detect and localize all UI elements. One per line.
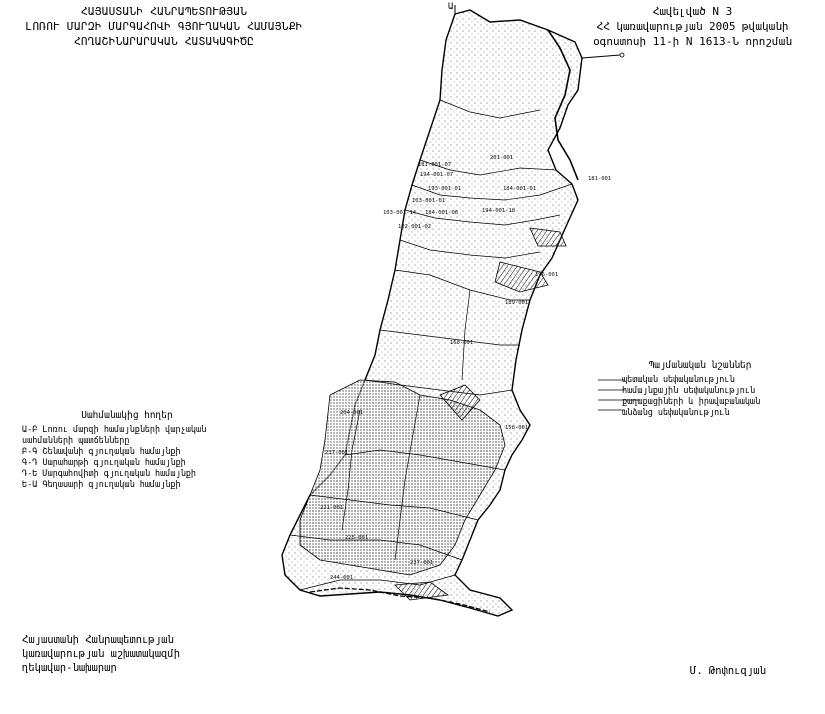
legend-item: անձանց սեփականություն [622,408,730,418]
title-line-1: ՀԱՅԱՍՏԱՆԻ ՀԱՆՐԱՊԵՏՈՒԹՅԱՆ [80,5,248,18]
state-property-symbol [600,375,622,386]
legend-item: պետական սեփականություն [622,375,735,385]
legal-entity-symbol [600,408,622,419]
annex-line-1: Հավելված N 3 [652,5,733,18]
parcel-label: 168-001 [450,340,474,346]
signature-line: ղեկավար-նախարար [22,662,117,674]
government-signature-block [22,633,282,675]
signature-line: կառավարության աշխատակազմի [22,648,181,660]
parcel-label: 103-001-01 [412,198,446,204]
signatory-name: Մ. Թոփուզյան [690,665,766,677]
signature-line: Հայաստանի Հանրապետության [22,634,174,646]
legend-title: Սահմանակից հողեր [81,410,173,421]
legend-item: քաղաքացիների և իրավաբանական [622,397,761,407]
north-marker-label: Ա [448,2,454,12]
legend-item: Ա-Բ Լոռու մարզի համայնքների վարչական [22,425,207,435]
private-property-symbol [600,397,622,408]
annex-line-3: օգոստոսի 11-ի N 1613-Ն որոշման [593,35,792,48]
parcel-label: 196-001 [535,272,559,278]
parcel-label: 217-001 [325,450,349,456]
parcel-label: 237-001 [410,560,434,566]
parcel-label: 194-001-07 [420,172,454,178]
legend-item: Բ-Գ Շենավանի գյուղական համայնքի [22,447,181,457]
parcel-label: 158-001 [505,425,529,431]
annex-line-2: ՀՀ կառավարության 2005 թվականի [596,20,789,33]
parcel-label: 189-001 [505,300,529,306]
parcel-label: 181-001-07 [418,162,452,168]
legend-row [600,408,800,419]
legend-row [600,386,800,397]
parcel-label: 181-001 [588,176,612,182]
legend-row [600,375,800,386]
parcel-label: 221-001 [320,505,344,511]
legend-item: համայնքային սեփականություն [622,386,756,396]
settlement-area [300,380,505,575]
parcel-label: 193-001-01 [428,186,462,192]
legend-item: Դ-Ե Մարգահովիտի գյուղական համայնքի [22,469,196,479]
legend-item: Ե-Ա Գեղասարի գյուղական համայնքի [22,480,181,490]
parcel-label: 102-001-02 [398,224,432,230]
parcel-label: 184-001-01 [503,186,537,192]
title-line-2: ԼՈՌՈՒ ՄԱՐԶԻ ՄԱՐԳԱՀՈՎԻ ԳՅՈՒՂԱԿԱՆ ՀԱՄԱՅՆՔԻ [25,20,303,33]
title-line-3: ՀՈՂԱՇԻՆԱՐԱՐԱԿԱՆ ՀԱՏԱԿԱԳԻԾԸ [74,35,254,48]
parcel-label: 201-001 [490,155,514,161]
parcel-label: 184-001-06 [425,210,459,216]
parcel-label: 194-001-18 [482,208,516,214]
adjacent-lands-legend [22,410,232,491]
parcel-label: 204-001 [340,410,364,416]
legend-row [600,397,800,408]
legend-title: Պայմանական նշաններ [648,360,752,371]
parcel-label: 103-001-14 [383,210,417,216]
east-tick [582,55,620,58]
parcel-label: 225-001 [345,535,369,541]
legend-item: Գ-Դ Սարահարթի գյուղական համայնքի [22,458,186,468]
east-marker [620,53,624,57]
community-property-symbol [600,386,622,397]
legend-item: սահմանների պատճենները [22,436,130,446]
conventional-signs-legend [600,360,800,419]
parcel-label: 244-001 [330,575,354,581]
